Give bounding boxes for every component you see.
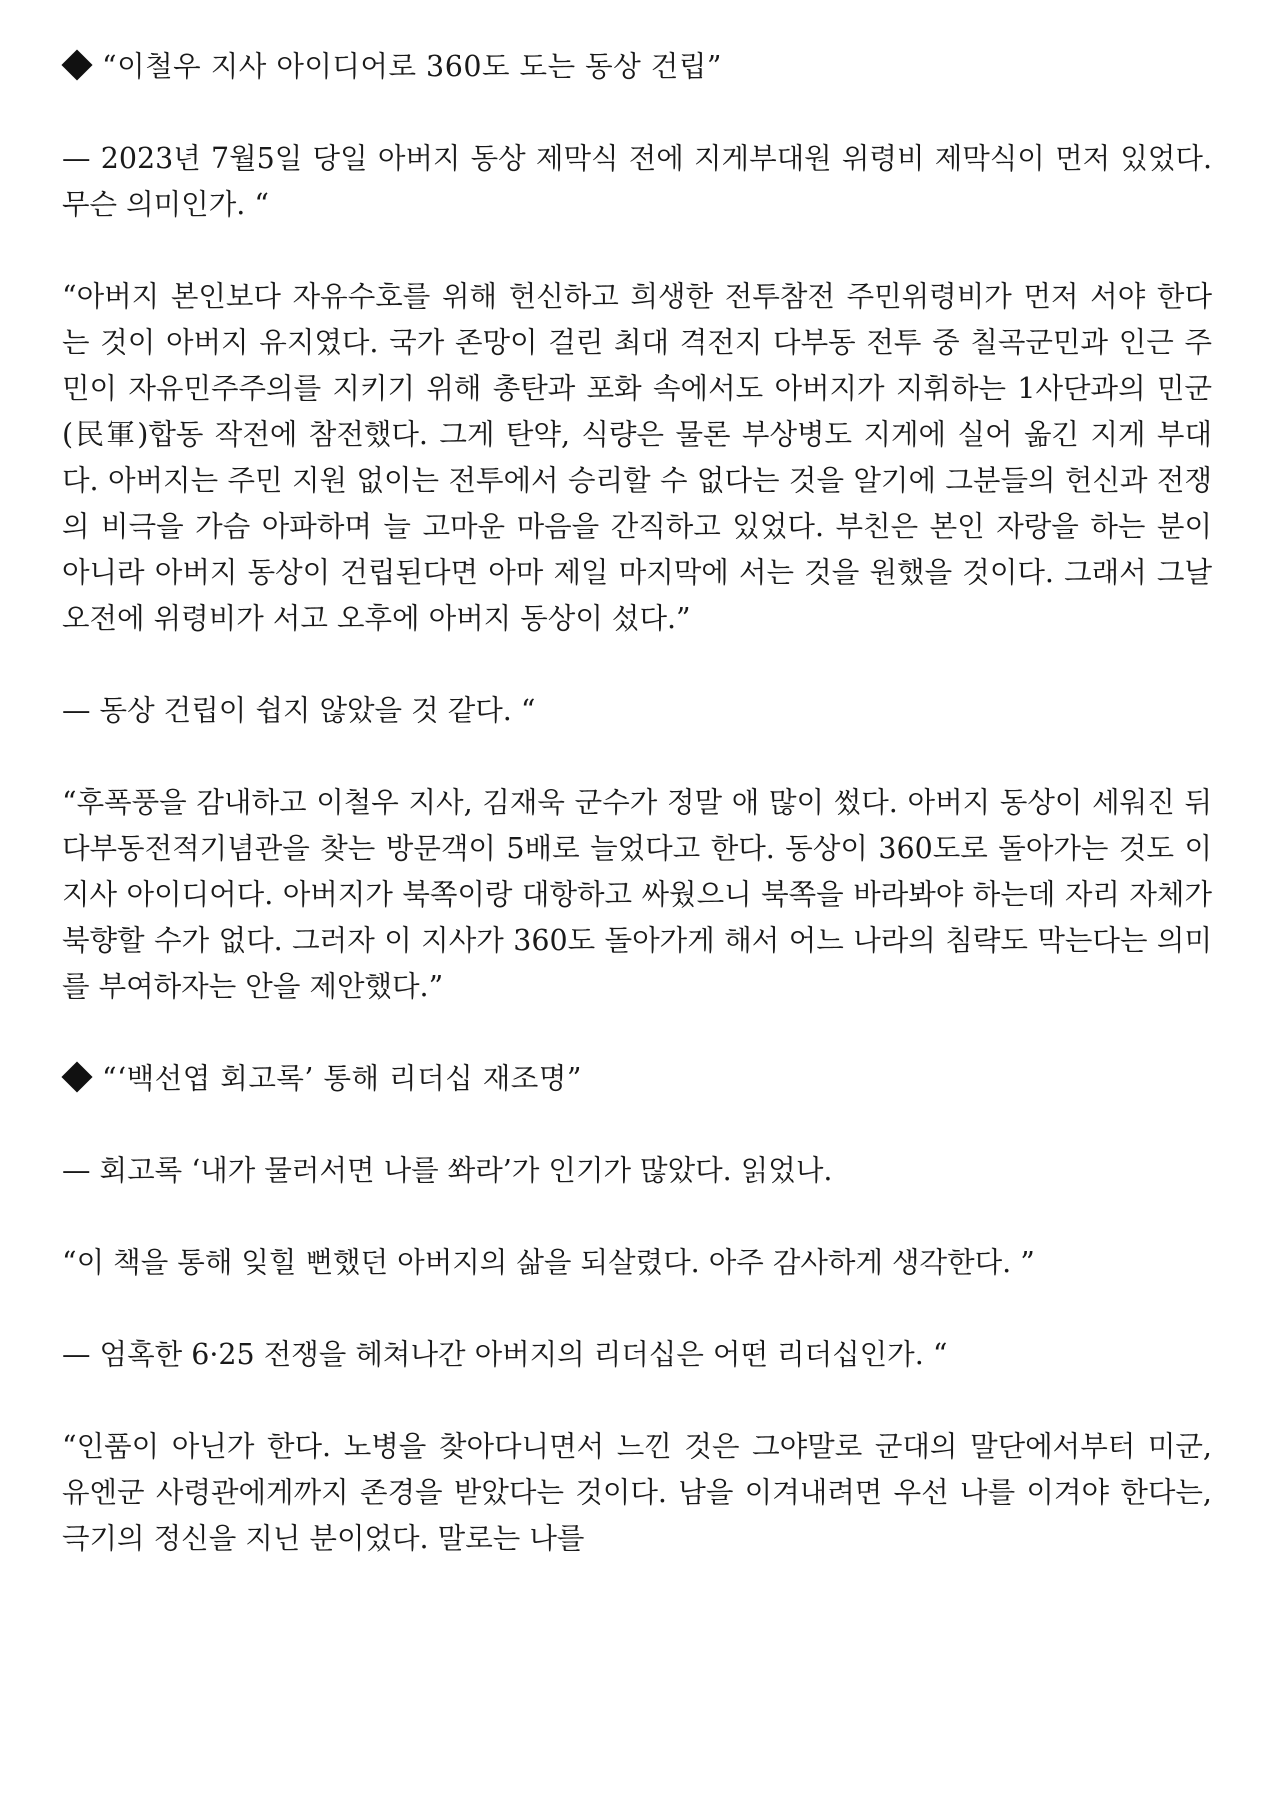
diamond-bullet-icon xyxy=(61,49,92,80)
interview-answer: “아버지 본인보다 자유수호를 위해 헌신하고 희생한 전투참전 주민위령비가 먼저 서야 한다는 것이 아버지 유지였다. 국가 존망이 걸린 최대 격전지 다부동 전투 중 칠곡군민과 인근 주민이 자유민주주의를 지키기 위해 총탄과 포화 속에서도 아버지가 지휘하는 1사단과의 민군(民軍)합동 작전에 참전했다. 그게 탄약, 식량은 물론 부상병도 지게에 실어 옮긴 지게 부대다. 아버지는 주민 지원 없이는 전투에서 승리할 수 없다는 것을 알기에 그분들의 헌신과 전쟁의 비극을 가슴 아파하며 늘 고마운 마음을 간직하고 있었다. 부친은 본인 자랑을 하는 분이 아니라 아버지 동상이 건립된다면 아마 제일 마지막에 서는 것을 원했을 것이다. 그래서 그날 오전에 위령비가 서고 오후에 아버지 동상이 섰다.” xyxy=(62,280,1212,635)
interview-question: — 회고록 ‘내가 물러서면 나를 쏴라’가 인기가 많았다. 읽었나. xyxy=(62,1154,833,1187)
interview-answer: “이 책을 통해 잊힐 뻔했던 아버지의 삶을 되살렸다. 아주 감사하게 생각한다. ” xyxy=(62,1246,1035,1279)
section-heading xyxy=(62,1056,1212,1102)
interview-answer: “후폭풍을 감내하고 이철우 지사, 김재욱 군수가 정말 애 많이 썼다. 아버지 동상이 세워진 뒤 다부동전적기념관을 찾는 방문객이 5배로 늘었다고 한다. 동상이 360도로 돌아가는 것도 이 지사 아이디어다. 아버지가 북쪽이랑 대항하고 싸웠으니 북쪽을 바라봐야 하는데 자리 자체가 북향할 수가 없다. 그러자 이 지사가 360도 돌아가게 해서 어느 나라의 침략도 막는다는 의미를 부여하자는 안을 제안했다.” xyxy=(62,786,1212,1003)
section-heading-text: “이철우 지사 아이디어로 360도 도는 동상 건립” xyxy=(102,50,722,83)
section-heading-text: “‘백선엽 회고록’ 통해 리더십 재조명” xyxy=(102,1062,582,1095)
interview-question: — 동상 건립이 쉽지 않았을 것 같다. “ xyxy=(62,694,536,727)
interview-question: — 2023년 7월5일 당일 아버지 동상 제막식 전에 지게부대원 위령비 제막식이 먼저 있었다. 무슨 의미인가. “ xyxy=(62,142,1212,221)
interview-answer: “인품이 아닌가 한다. 노병을 찾아다니면서 느낀 것은 그야말로 군대의 말단에서부터 미군, 유엔군 사령관에게까지 존경을 받았다는 것이다. 남을 이겨내려면 우선 나를 이겨야 한다는, 극기의 정신을 지닌 분이었다. 말로는 나를 xyxy=(62,1430,1212,1555)
article-page xyxy=(62,44,1212,1608)
diamond-bullet-icon xyxy=(61,1061,92,1092)
section-heading xyxy=(62,44,1212,90)
interview-question: — 엄혹한 6·25 전쟁을 헤쳐나간 아버지의 리더십은 어떤 리더십인가. “ xyxy=(62,1338,948,1371)
